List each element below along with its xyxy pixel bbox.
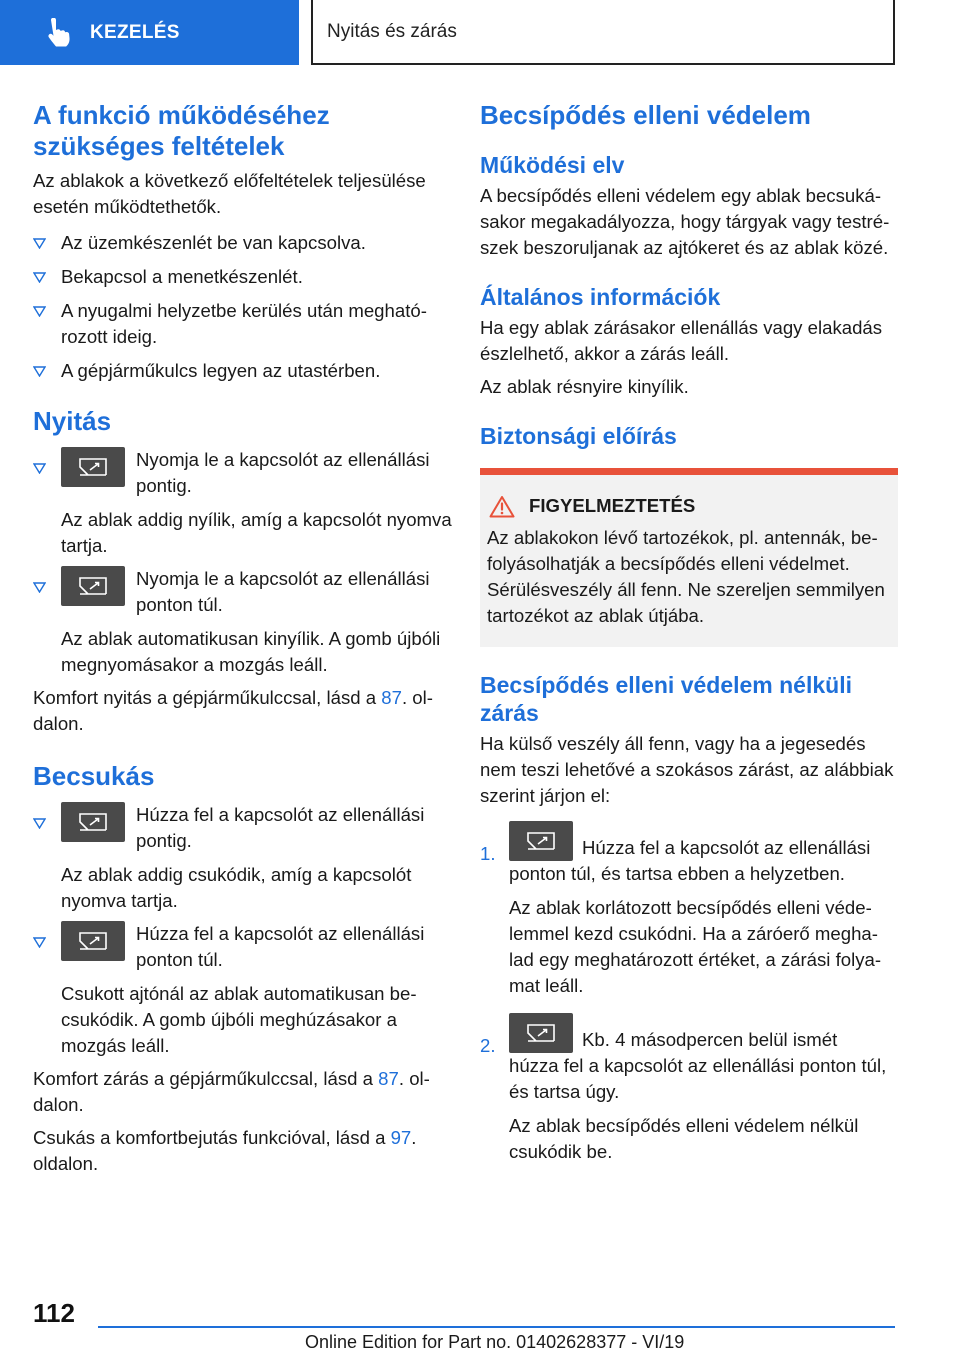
list-item: Bekapcsol a menetkészenlét. (33, 264, 453, 290)
right-column (480, 100, 898, 1172)
list-item: A nyugalmi helyzetbe kerülés után megható‐rozott ideig. (33, 298, 453, 350)
general-text-2: Az ablak résnyire kinyílik. (480, 376, 689, 397)
chapter-title: Nyitás és zárás (311, 0, 895, 65)
safety-heading: Biztonsági előírás (480, 423, 677, 449)
section-tab-label: KEZELÉS (90, 21, 180, 43)
principle-heading: Működési elv (480, 152, 625, 178)
window-switch-icon (61, 447, 125, 487)
triangle-bullet-icon (33, 272, 46, 283)
warning-title: FIGYELMEZTETÉS (487, 493, 890, 519)
pinch-heading: Becsípődés elleni védelem (480, 100, 811, 130)
open-step: Nyomja le a kapcsolót az ellenállási ponton túl. Az ablak automatikusan kinyílik. A gomb újbóli megnyomásakor a mozgás leáll. (33, 566, 453, 678)
list-item: 1. Húzza fel a kapcsolót az ellenállási ponton túl, és tartsa ebben a helyzetben. Az ablak korlátozott becsípődés elleni véde‐lemmel kezd csukódni. Ha a záróerő megha‐lad egy meghatározott értéket, a zárási folya‐mat leáll. (480, 821, 898, 999)
triangle-bullet-icon (33, 810, 46, 836)
list-item: Az üzemkészenlét be van kapcsolva. (33, 230, 453, 256)
close-comfort-note: Komfort zárás a gépjárműkulccsal, lásd a 87. ol‐dalon. (33, 1068, 430, 1115)
prereq-heading: A funkció működéséhez szükséges feltételek (33, 100, 330, 161)
triangle-bullet-icon (33, 238, 46, 249)
general-heading: Általános információk (480, 284, 721, 310)
window-switch-icon (509, 1013, 573, 1053)
warning-triangle-icon (489, 495, 515, 518)
open-step: Nyomja le a kapcsolót az ellenállási pontig. Az ablak addig nyílik, amíg a kapcsolót nyomva tartja. (33, 447, 453, 559)
nopinch-heading: Becsípődés elleni védelem nélküli zárás (480, 672, 852, 726)
footer-divider (98, 1326, 895, 1328)
page-link[interactable]: 87 (381, 687, 402, 708)
list-item: A gépjárműkulcs legyen az utastérben. (33, 358, 453, 384)
prereq-list (33, 230, 453, 384)
left-column (33, 100, 453, 1184)
warning-box (480, 468, 898, 647)
hand-pointer-icon (42, 18, 70, 48)
window-switch-icon (61, 921, 125, 961)
triangle-bullet-icon (33, 574, 46, 600)
page-number: 112 (33, 1298, 75, 1328)
window-switch-icon (61, 566, 125, 606)
warning-text: Az ablakokon lévő tartozékok, pl. antennák, be‐folyásolhatják a becsípődés elleni védelmet. Sérülésveszély áll fenn. Ne szereljen semmilyen tartozékot az ablak útjába. (487, 527, 885, 626)
open-comfort-note: Komfort nyitás a gépjárműkulccsal, lásd a 87. ol‐dalon. (33, 687, 433, 734)
window-switch-icon (61, 802, 125, 842)
page-link[interactable]: 97 (390, 1127, 412, 1148)
page-link[interactable]: 87 (378, 1068, 399, 1089)
triangle-bullet-icon (33, 306, 46, 317)
nopinch-intro: Ha külső veszély áll fenn, vagy ha a jegesedés nem teszi lehetővé a szokásos zárást, az alábbiak szerint járjon el: (480, 733, 894, 806)
close-heading: Becsukás (33, 761, 155, 791)
principle-text: A becsípődés elleni védelem egy ablak becsuká‐sakor megakadályozza, hogy tárgyak vagy testré‐szek beszoruljanak az ajtókeret és az ablak közé. (480, 185, 890, 258)
window-switch-icon (509, 821, 573, 861)
nopinch-steps (480, 821, 898, 1165)
general-text-1: Ha egy ablak zárásakor ellenállás vagy elakadás észlelhető, akkor a zárás leáll. (480, 317, 883, 364)
close-step: Húzza fel a kapcsolót az ellenállási pontig. Az ablak addig csukódik, amíg a kapcsolót nyomva tartja. (33, 802, 453, 914)
close-comfort-access-note: Csukás a komfortbejutás funkcióval, lásd a 97. oldalon. (33, 1127, 417, 1174)
triangle-bullet-icon (33, 455, 46, 481)
prereq-intro: Az ablakok a következő előfeltételek teljesülése esetén működtethetők. (33, 170, 426, 217)
section-tab (0, 0, 299, 65)
close-step: Húzza fel a kapcsolót az ellenállási ponton túl. Csukott ajtónál az ablak automatikusan be‐csukódik. A gomb újbóli meghúzásakor a mozgás leáll. (33, 921, 453, 1059)
triangle-bullet-icon (33, 929, 46, 955)
open-heading: Nyitás (33, 406, 112, 436)
edition-footer: Online Edition for Part no. 01402628377 - VI/19 (305, 1332, 685, 1352)
triangle-bullet-icon (33, 366, 46, 377)
list-item: 2. Kb. 4 másodpercen belül ismét húzza fel a kapcsolót az ellenállási ponton túl, és tartsa úgy. Az ablak becsípődés elleni védelem nélkül csukódik be. (480, 1013, 898, 1165)
